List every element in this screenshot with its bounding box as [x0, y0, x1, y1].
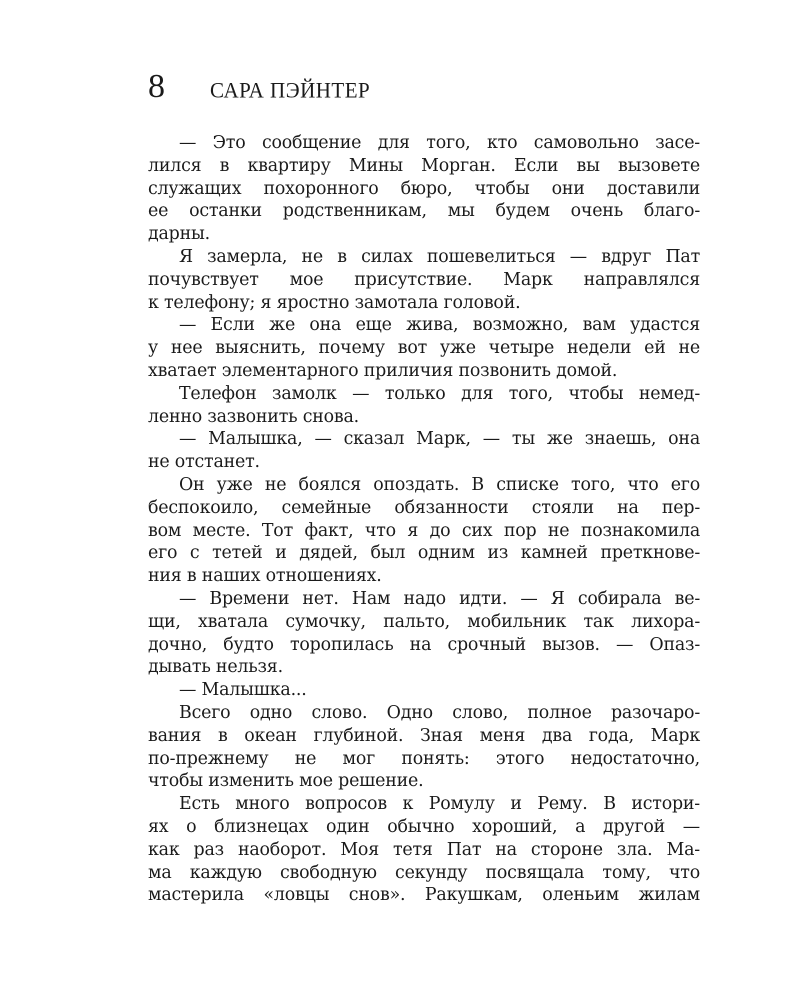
text-line: хватает элементарного приличия позвонить домой.	[148, 360, 618, 381]
running-head: САРА ПЭЙНТЕР	[210, 77, 371, 103]
paragraph-first-line: — Это сообщение для того, кто самовольно засе-	[179, 133, 700, 153]
text-line: не отстанет.	[148, 452, 260, 473]
text-line: ма каждую свободную секунду посвящала тому, что	[148, 862, 700, 883]
text-line: дывать нельзя.	[148, 657, 283, 678]
paragraph-first-line: Я замерла, не в силах пошевелиться — вдруг Пат	[179, 246, 700, 267]
text-line: его с тетей и дядей, был одним из камней преткнове-	[148, 543, 700, 564]
paragraph-first-line: — Если же она еще жива, возможно, вам удастся	[179, 315, 700, 336]
text-line: щи, хватала сумочку, пальто, мобильник так лихора-	[148, 611, 700, 632]
text-line: мастерила «ловцы снов». Ракушкам, оленьим жилам	[148, 885, 700, 906]
text-line: ленно зазвонить снова.	[148, 406, 360, 427]
text-line: вания в океан глубиной. Зная меня два года, Марк	[148, 725, 700, 746]
paragraph-first-line: Он уже не боялся опоздать. В списке того, что его	[179, 474, 700, 495]
text-line: ния в наших отношениях.	[148, 566, 382, 587]
paragraph-first-line: Есть много вопросов к Ромулу и Рему. В истори-	[179, 794, 700, 815]
paragraph-first-line: — Малышка...	[179, 680, 307, 701]
body-text	[148, 132, 700, 907]
text-line: к телефону; я яростно замотала головой.	[148, 292, 521, 313]
text-line: ее останки родственникам, мы будем очень благо-	[148, 201, 700, 222]
text-line: как раз наоборот. Моя тетя Пат на стороне зла. Ма-	[148, 839, 700, 860]
text-line: служащих похоронного бюро, чтобы они доставили	[148, 178, 700, 199]
paragraph-first-line: — Малышка, — сказал Марк, — ты же знаешь, она	[179, 429, 700, 450]
text-line: ях о близнецах один обычно хороший, а другой —	[148, 816, 700, 837]
paragraph-first-line: Всего одно слово. Одно слово, полное разочаро-	[179, 702, 700, 723]
text-line: у нее выяснить, почему вот уже четыре недели ей не	[148, 338, 700, 359]
text-line: чтобы изменить мое решение.	[148, 771, 424, 792]
text-line: по-прежнему не мог понять: этого недостаточно,	[148, 748, 700, 769]
text-line: дарны.	[148, 224, 210, 245]
paragraph-first-line: Телефон замолк — только для того, чтобы немед-	[179, 383, 700, 404]
book-page	[148, 70, 700, 907]
text-line: вом месте. Тот факт, что я до сих пор не познакомила	[148, 520, 700, 541]
text-line: почувствует мое присутствие. Марк направлялся	[148, 269, 700, 290]
text-line: беспокоило, семейные обязанности стояли на пер-	[148, 497, 700, 518]
page-number: 8	[148, 68, 165, 105]
paragraph-first-line: — Времени нет. Нам надо идти. — Я собирала ве-	[179, 588, 700, 609]
page-header	[148, 70, 700, 114]
text-line: лился в квартиру Мины Морган. Если вы вызовете	[148, 155, 700, 176]
text-line: дочно, будто торопилась на срочный вызов. — Опаз-	[148, 634, 700, 655]
